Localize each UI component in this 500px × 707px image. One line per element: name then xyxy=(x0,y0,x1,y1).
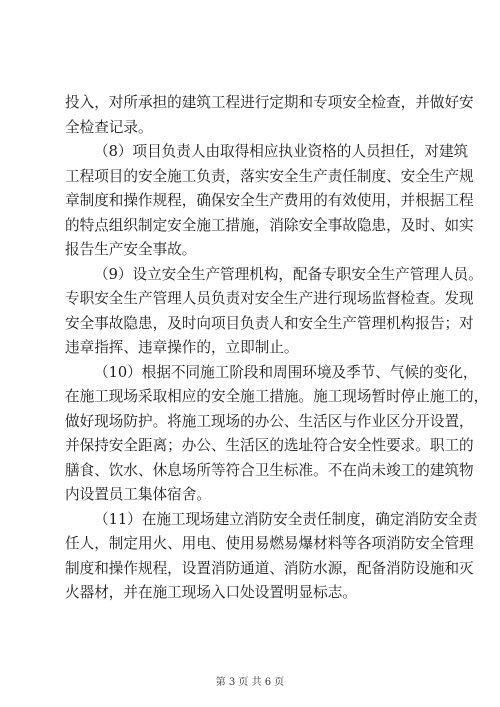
text-line: 在施工现场采取相应的安全施工措施。施工现场暂时停止施工的， xyxy=(65,388,489,405)
text-line: （8）项目负责人由取得相应执业资格的人员担任，对建筑 xyxy=(94,143,469,160)
text-line: 安全事故隐患，及时向项目负责人和安全生产管理机构报告；对 xyxy=(65,314,474,332)
text-line: 章制度和操作规程，确保安全生产费用的有效使用，并根据工程 xyxy=(65,192,474,209)
text-line: 内设置员工集体宿舍。 xyxy=(65,486,211,503)
text-line: （11）在施工现场建立消防安全责任制度，确定消防安全责 xyxy=(94,510,478,528)
text-line: 并保持安全距离；办公、生活区的选址符合安全性要求。职工的 xyxy=(65,437,474,454)
text-line: 工程项目的安全施工负责，落实安全生产责任制度、安全生产规 xyxy=(65,167,474,185)
text-line: 任人，制定用火、用电、使用易燃易爆材料等各项消防安全管理 xyxy=(65,535,474,552)
paragraph xyxy=(65,508,478,606)
text-line: （9）设立安全生产管理机构，配备专职安全生产管理人员。 xyxy=(94,265,483,283)
text-line: 投入，对所承担的建筑工程进行定期和专项安全检查，并做好安 xyxy=(65,94,474,111)
document-body xyxy=(65,91,489,606)
text-line: 专职安全生产管理人员负责对安全生产进行现场监督检查。发现 xyxy=(65,290,474,307)
text-line: 火器材，并在施工现场入口处设置明显标志。 xyxy=(65,584,357,601)
paragraph xyxy=(65,140,474,263)
text-line: 的特点组织制定安全施工措施，消除安全事故隐患，及时、如实 xyxy=(65,216,474,234)
paragraph xyxy=(65,91,474,140)
text-line: （10）根据不同施工阶段和周围环境及季节、气候的变化， xyxy=(94,363,478,381)
text-line: 报告生产安全事故。 xyxy=(65,241,197,258)
text-line: 膳食、饮水、休息场所等符合卫生标准。不在尚未竣工的建筑物 xyxy=(65,461,474,479)
page-footer: 第 3 页 共 6 页 xyxy=(215,677,285,688)
paragraph xyxy=(65,361,489,508)
text-line: 做好现场防护。将施工现场的办公、生活区与作业区分开设置， xyxy=(65,412,474,430)
text-line: 全检查记录。 xyxy=(65,118,153,136)
text-line: 违章指挥、违章操作的，立即制止。 xyxy=(65,339,299,356)
paragraph xyxy=(65,263,483,361)
text-line: 制度和操作规程，设置消防通道、消防水源，配备消防设施和灭 xyxy=(65,559,474,577)
